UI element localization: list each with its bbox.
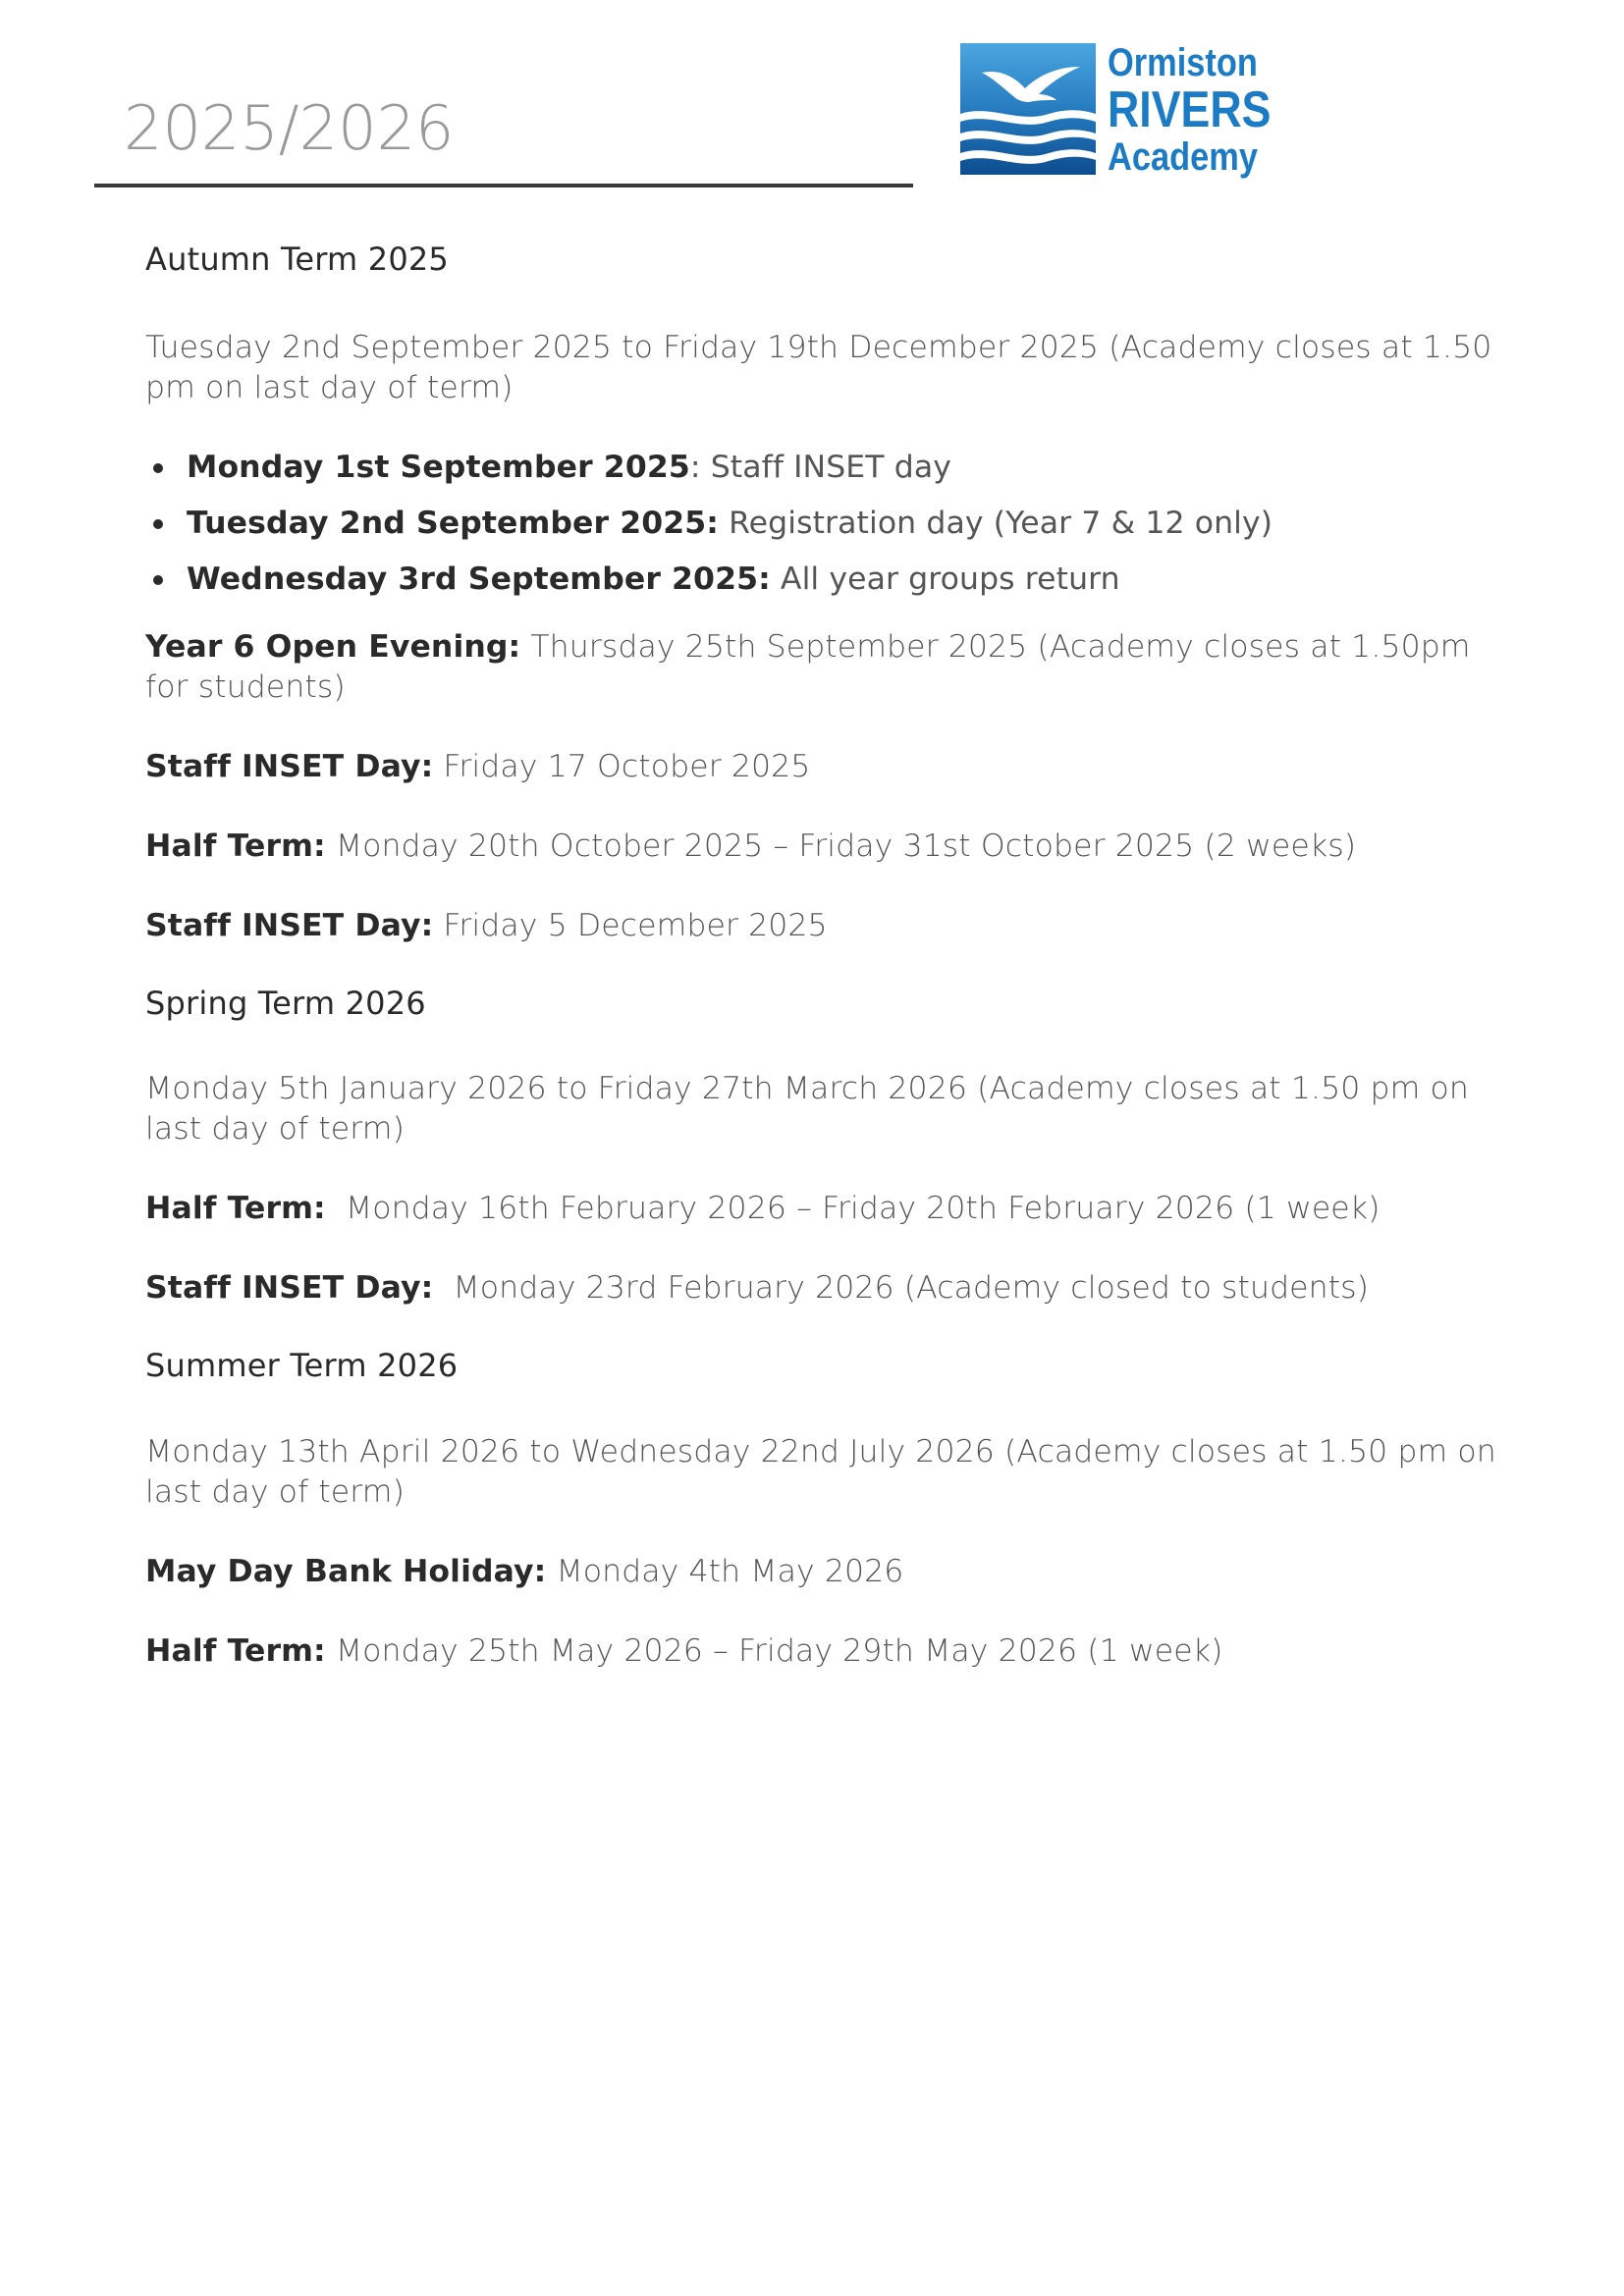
item-label: Half Term: xyxy=(145,1632,326,1669)
logo-bird-waves-icon xyxy=(960,43,1096,175)
item-label: Staff INSET Day: xyxy=(145,907,434,943)
list-item xyxy=(145,448,1500,488)
item-text: All year groups return xyxy=(770,561,1120,597)
item-text: Friday 17 October 2025 xyxy=(433,748,811,784)
item-text: Monday 20th October 2025 – Friday 31st October 2025 (2 weeks) xyxy=(325,828,1357,864)
autumn-start-days-list xyxy=(145,448,1500,600)
list-item xyxy=(145,504,1500,544)
item-text: Thursday 25th September 2025 (Academy closes at 1.50pm for students) xyxy=(145,628,1471,705)
autumn-term-heading: Autumn Term 2025 xyxy=(145,240,449,278)
item-label: Half Term: xyxy=(145,828,326,864)
item-label: Monday 1st September 2025 xyxy=(187,449,690,485)
item-label: May Day Bank Holiday: xyxy=(145,1553,547,1589)
year6-open-evening xyxy=(145,627,1500,708)
logo-line-1: Ormiston xyxy=(1108,41,1258,84)
summer-half-term xyxy=(145,1631,1500,1672)
item-label: Year 6 Open Evening: xyxy=(145,628,521,665)
summer-term-heading: Summer Term 2026 xyxy=(145,1347,459,1385)
inset-day-october xyxy=(145,747,1500,787)
page-title: 2025/2026 xyxy=(124,92,455,164)
header-divider xyxy=(94,184,913,187)
item-label: Tuesday 2nd September 2025: xyxy=(187,505,719,541)
autumn-half-term xyxy=(145,827,1500,867)
item-text: Friday 5 December 2025 xyxy=(433,907,828,943)
item-text: Monday 25th May 2026 – Friday 29th May 2026 (1 week) xyxy=(325,1632,1223,1669)
bullet-icon xyxy=(153,463,163,473)
item-text: Registration day (Year 7 & 12 only) xyxy=(718,505,1273,541)
bullet-icon xyxy=(153,519,163,529)
item-label: Staff INSET Day: xyxy=(145,1270,434,1307)
inset-day-december xyxy=(145,906,1500,946)
may-day-bank-holiday xyxy=(145,1552,1500,1592)
list-item xyxy=(145,560,1500,600)
item-text: Monday 4th May 2026 xyxy=(546,1553,904,1589)
inset-day-february xyxy=(145,1268,1500,1308)
spring-term-heading: Spring Term 2026 xyxy=(145,984,426,1022)
item-text: Monday 23rd February 2026 (Academy closed to students) xyxy=(433,1270,1370,1307)
item-label: Staff INSET Day: xyxy=(145,748,434,784)
item-text: Monday 16th February 2026 – Friday 20th February 2026 (1 week) xyxy=(325,1191,1380,1227)
item-label: Half Term: xyxy=(145,1191,326,1227)
logo-line-3: Academy xyxy=(1108,135,1258,179)
term-dates-content xyxy=(145,240,1500,1672)
spring-half-term xyxy=(145,1189,1500,1229)
bullet-icon xyxy=(153,575,163,585)
logo-line-2: RIVERS xyxy=(1108,81,1272,138)
autumn-term-dates: Tuesday 2nd September 2025 to Friday 19th December 2025 (Academy closes at 1.50 pm on last day of term) xyxy=(145,329,1492,405)
summer-term-dates: Monday 13th April 2026 to Wednesday 22nd July 2026 (Academy closes at 1.50 pm on last day of term) xyxy=(145,1433,1496,1510)
school-logo xyxy=(960,43,1274,181)
spring-term-dates: Monday 5th January 2026 to Friday 27th March 2026 (Academy closes at 1.50 pm on last day of term) xyxy=(145,1071,1469,1148)
item-label: Wednesday 3rd September 2025: xyxy=(187,561,771,597)
item-text: : Staff INSET day xyxy=(689,449,951,485)
